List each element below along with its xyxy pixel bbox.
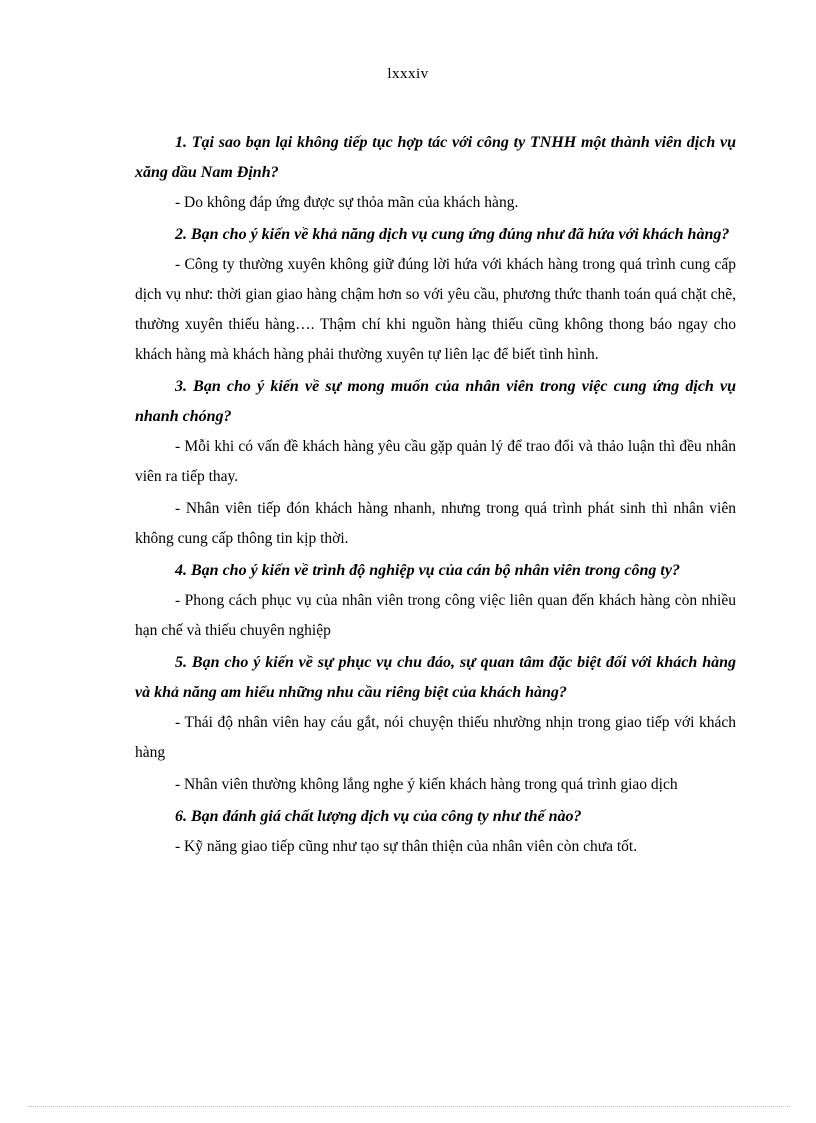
- answer-3-1: - Mỗi khi có vấn đề khách hàng yêu cầu gặp quản lý để trao đổi và thảo luận thì đều nhân viên ra tiếp thay.: [135, 438, 736, 485]
- document-body: [135, 128, 736, 864]
- answer-2-1: - Công ty thường xuyên không giữ đúng lời hứa với khách hàng trong quá trình cung cấp dịch vụ như: thời gian giao hàng chậm hơn so với yêu cầu, phương thức thanh toán quá chặt chẽ, thường xuyên thiếu hàng…. Thậm chí khi nguồn hàng thiếu cũng không thong báo ngay cho khách hàng mà khách hàng phải thường xuyên tự liên lạc để biết tình hình.: [135, 256, 736, 363]
- answer-3-2: - Nhân viên tiếp đón khách hàng nhanh, nhưng trong quá trình phát sinh thì nhân viên không cung cấp thông tin kịp thời.: [135, 500, 736, 547]
- question-4: 4. Bạn cho ý kiến về trình độ nghiệp vụ của cán bộ nhân viên trong công ty?: [175, 562, 680, 579]
- question-6: 6. Bạn đánh giá chất lượng dịch vụ của công ty như thế nào?: [175, 808, 582, 825]
- answer-4-1: - Phong cách phục vụ của nhân viên trong công việc liên quan đến khách hàng còn nhiều hạn chế và thiếu chuyên nghiệp: [135, 592, 736, 639]
- question-5: 5. Bạn cho ý kiến về sự phục vụ chu đáo, sự quan tâm đặc biệt đối với khách hàng và khả năng am hiểu những nhu cầu riêng biệt của khách hàng?: [135, 654, 736, 701]
- question-2: 2. Bạn cho ý kiến về khả năng dịch vụ cung ứng đúng như đã hứa với khách hàng?: [175, 226, 730, 243]
- answer-5-2: - Nhân viên thường không lắng nghe ý kiến khách hàng trong quá trình giao dịch: [175, 776, 678, 793]
- page-number: lxxxiv: [387, 66, 429, 82]
- answer-5-1: - Thái độ nhân viên hay cáu gắt, nói chuyện thiếu nhường nhịn trong giao tiếp với khách hàng: [135, 714, 736, 761]
- answer-6-1: - Kỹ năng giao tiếp cũng như tạo sự thân thiện của nhân viên còn chưa tốt.: [175, 838, 638, 855]
- answer-1-1: - Do không đáp ứng được sự thỏa mãn của khách hàng.: [175, 194, 519, 211]
- page-bottom-divider: [28, 1106, 790, 1107]
- question-1: 1. Tại sao bạn lại không tiếp tục hợp tác với công ty TNHH một thành viên dịch vụ xăng dầu Nam Định?: [135, 134, 736, 181]
- question-3: 3. Bạn cho ý kiến về sự mong muốn của nhân viên trong việc cung ứng dịch vụ nhanh chóng?: [135, 378, 736, 425]
